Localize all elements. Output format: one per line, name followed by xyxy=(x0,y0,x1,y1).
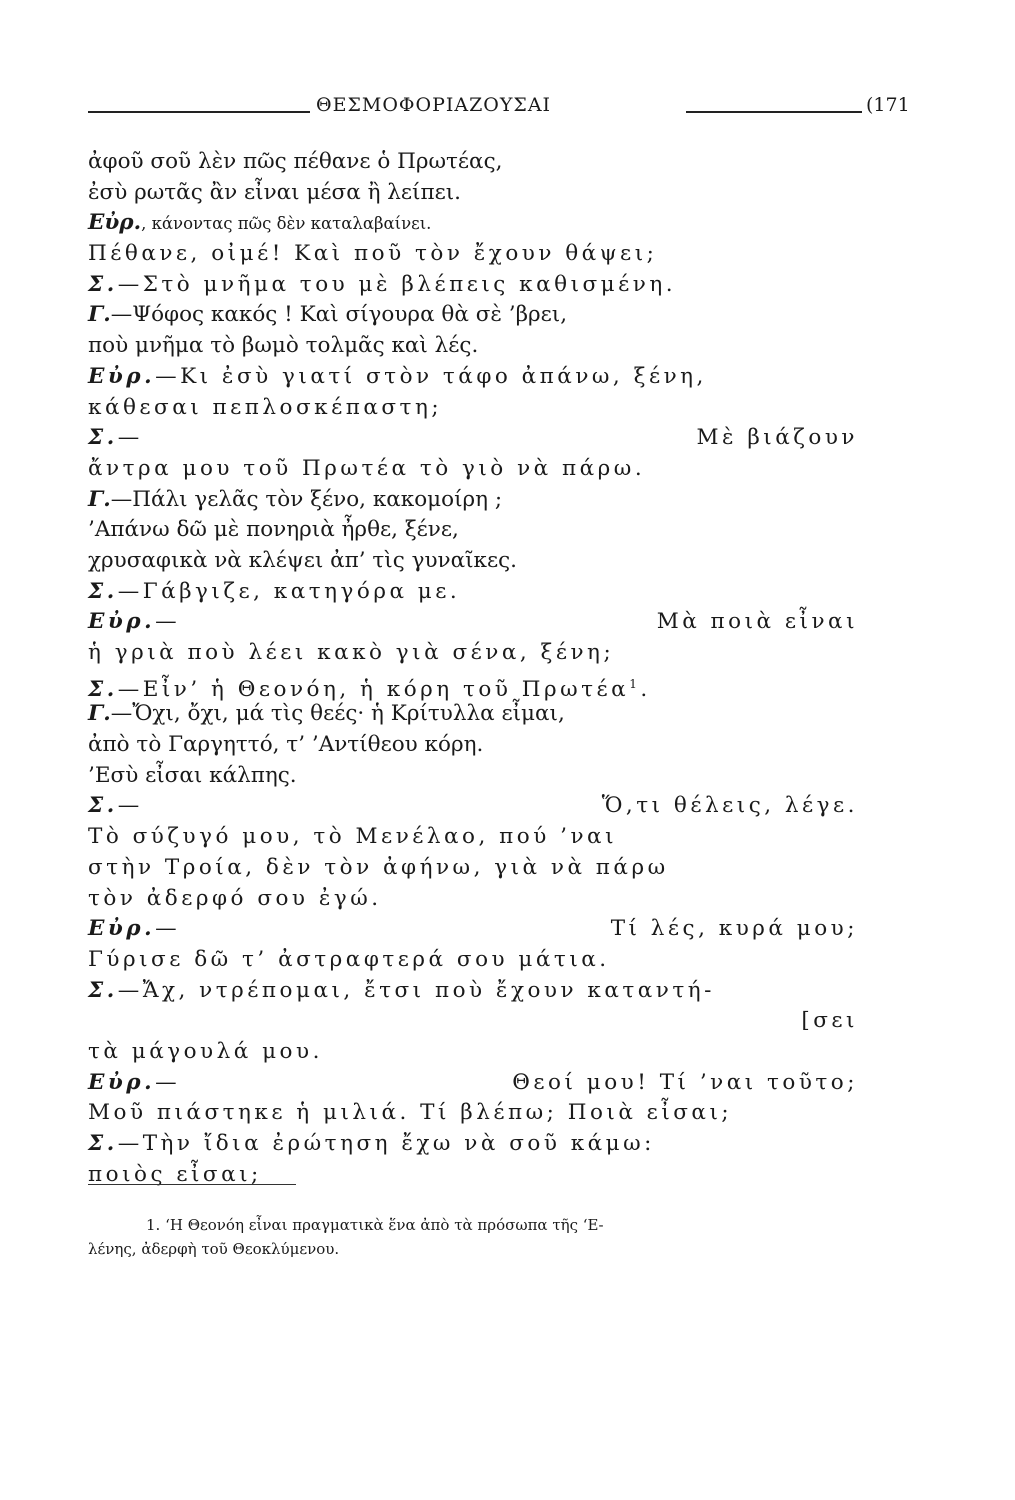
verse-line xyxy=(88,914,868,945)
line-text: —Στὸ μνῆμα του μὲ βλέπεις καθισμένη. xyxy=(117,271,677,297)
line-text-right: Μὲ βιάζουν xyxy=(696,425,858,451)
verse-line xyxy=(88,607,868,638)
speaker-label: Σ. xyxy=(88,425,118,451)
line-text: Μοῦ πιάστηκε ἡ μιλιά. Τί βλέπω; Ποιὰ εἶσαι; xyxy=(88,1100,733,1126)
line-text: Τὸ σύζυγό μου, τὸ Μενέλαο, πού ’ναι xyxy=(88,824,617,850)
verse-line xyxy=(88,454,868,485)
verse-line xyxy=(88,239,868,270)
line-text: ἡ γριὰ ποὺ λέει κακὸ γιὰ σένα, ξένη; xyxy=(88,640,615,665)
verse-line xyxy=(88,1037,868,1068)
line-continuation: [σει xyxy=(801,1008,858,1034)
line-text: — xyxy=(155,1069,181,1095)
line-text-right: Ὅ,τι θέλεις, λέγε. xyxy=(601,793,858,819)
verse-line xyxy=(88,393,868,424)
line-text: —Εἶν’ ἡ Θεονόη, ἡ κόρη τοῦ Πρωτέα xyxy=(117,676,630,702)
speaker-label: Εὐρ. xyxy=(88,210,142,236)
line-text: ’Απάνω δῶ μὲ πονηριὰ ἦρθε, ξένε, xyxy=(88,517,459,543)
running-header xyxy=(88,92,910,122)
verse-line xyxy=(88,485,868,516)
line-text: — xyxy=(117,425,143,451)
verse-line xyxy=(88,699,868,730)
page-number: (171 xyxy=(866,94,910,116)
line-text: — xyxy=(155,609,181,635)
verse-line xyxy=(88,147,868,178)
verse-line xyxy=(88,208,868,239)
verse-line xyxy=(88,270,868,301)
verse-line xyxy=(88,945,868,976)
line-text: —Γάβγιζε, κατηγόρα με. xyxy=(117,578,461,604)
verse-line xyxy=(88,669,868,700)
speaker-label: Γ. xyxy=(88,486,111,512)
line-text: Γύρισε δῶ τ’ ἀστραφτερά σου μάτια. xyxy=(88,946,610,972)
speaker-label: Σ. xyxy=(88,977,118,1003)
speaker-label: Εὐρ. xyxy=(88,916,156,942)
verse-line xyxy=(88,1129,868,1160)
footnote xyxy=(88,1213,868,1261)
line-text-right: Τί λές, κυρά μου; xyxy=(610,916,858,942)
line-text: ποὺ μνῆμα τὸ βωμὸ τολμᾶς καὶ λές. xyxy=(88,333,479,359)
verse-line xyxy=(88,178,868,209)
verse-line xyxy=(88,638,868,669)
verse-line xyxy=(88,761,868,792)
footnote-line: λένης, ἀδερφὴ τοῦ Θεοκλύμενου. xyxy=(88,1240,340,1258)
speaker-label: Σ. xyxy=(88,1131,118,1156)
header-rule-right xyxy=(686,111,862,113)
line-text: —Τὴν ἴδια ἐρώτηση ἔχω νὰ σοῦ κάμω: xyxy=(117,1131,655,1156)
speaker-label: Εὐρ. xyxy=(88,1069,156,1095)
line-text: χρυσαφικὰ νὰ κλέψει ἀπ’ τὶς γυναῖκες. xyxy=(88,547,518,573)
verse-text xyxy=(88,147,868,1190)
line-text: ἀπὸ τὸ Γαργηττό, τ’ ’Αντίθεου κόρη. xyxy=(88,732,484,758)
verse-line xyxy=(88,884,868,915)
speaker-label: Σ. xyxy=(88,578,118,604)
line-text: —Ψόφος κακός ! Καὶ σίγουρα θὰ σὲ ’βρει, xyxy=(110,302,568,328)
speaker-label: Σ. xyxy=(88,271,118,297)
footnote-marker: 1 xyxy=(629,676,641,691)
footnote-rule xyxy=(88,1184,296,1185)
verse-line xyxy=(88,822,868,853)
speaker-label: Σ. xyxy=(88,676,118,702)
verse-line xyxy=(88,546,868,577)
line-text: τὰ μάγουλά μου. xyxy=(88,1038,323,1064)
line-text: ἐσὺ ρωτᾶς ἂν εἶναι μέσα ἢ λείπει. xyxy=(88,179,462,205)
line-text: στὴν Τροία, δὲν τὸν ἀφήνω, γιὰ νὰ πάρω xyxy=(88,854,669,880)
line-text: —Ἄχ, ντρέπομαι, ἔτσι ποὺ ἔχουν καταντή- xyxy=(117,977,715,1003)
line-text: —Πάλι γελᾶς τὸν ξένο, κακομοίρη ; xyxy=(110,486,503,512)
line-text: ἄντρα μου τοῦ Πρωτέα τὸ γιὸ νὰ πάρω. xyxy=(88,455,646,481)
speaker-label: Γ. xyxy=(88,302,111,328)
verse-line xyxy=(88,791,868,822)
running-title: ΘΕΣΜΟΦΟΡΙΑΖΟΥΣΑΙ xyxy=(316,94,552,116)
verse-line xyxy=(88,331,868,362)
verse-line xyxy=(88,423,868,454)
verse-line xyxy=(88,1160,868,1191)
line-text: κάθεσαι πεπλοσκέπαστη; xyxy=(88,394,443,420)
verse-line xyxy=(88,976,868,1007)
verse-line xyxy=(88,362,868,393)
line-text-right: Μὰ ποιὰ εἶναι xyxy=(656,609,858,635)
speaker-label: Εὐρ. xyxy=(88,609,156,635)
line-text: Πέθανε, οἰμέ! Καὶ ποῦ τὸν ἔχουν θάψει; xyxy=(88,241,658,267)
line-text: —Ὄχι, ὄχι, μά τὶς θεές· ἡ Κρίτυλλα εἶμαι, xyxy=(110,701,565,727)
verse-line xyxy=(88,515,868,546)
verse-line xyxy=(88,1068,868,1099)
line-text: ποιὸς εἶσαι; xyxy=(88,1161,262,1187)
verse-line xyxy=(88,1006,868,1037)
verse-line xyxy=(88,300,868,331)
speaker-label: Εὐρ. xyxy=(88,363,156,389)
speaker-label: Σ. xyxy=(88,793,118,819)
line-text: —Κι ἐσὺ γιατί στὸν τάφο ἀπάνω, ξένη, xyxy=(155,363,707,389)
line-text: — xyxy=(117,793,143,819)
verse-line xyxy=(88,853,868,884)
verse-line xyxy=(88,577,868,608)
verse-line xyxy=(88,730,868,761)
stage-direction: , κάνοντας πῶς δὲν καταλαβαίνει. xyxy=(141,214,432,234)
line-text: . xyxy=(640,676,651,702)
line-text: ἀφοῦ σοῦ λὲν πῶς πέθανε ὁ Πρωτέας, xyxy=(88,149,503,174)
speaker-label: Γ. xyxy=(88,701,111,727)
verse-line xyxy=(88,1098,868,1129)
line-text-right: Θεοί μου! Τί ’ναι τοῦτο; xyxy=(512,1069,858,1095)
line-text: — xyxy=(155,916,181,942)
line-text: ’Εσὺ εἶσαι κάλπης. xyxy=(88,762,297,788)
line-text: τὸν ἀδερφό σου ἐγώ. xyxy=(88,885,382,911)
footnote-line: 1. ‘Η Θεονόη εἶναι πραγματικὰ ἕνα ἀπὸ τὰ πρόσωπα τῆς ‘Ε- xyxy=(146,1216,604,1234)
header-rule-left xyxy=(88,111,310,113)
